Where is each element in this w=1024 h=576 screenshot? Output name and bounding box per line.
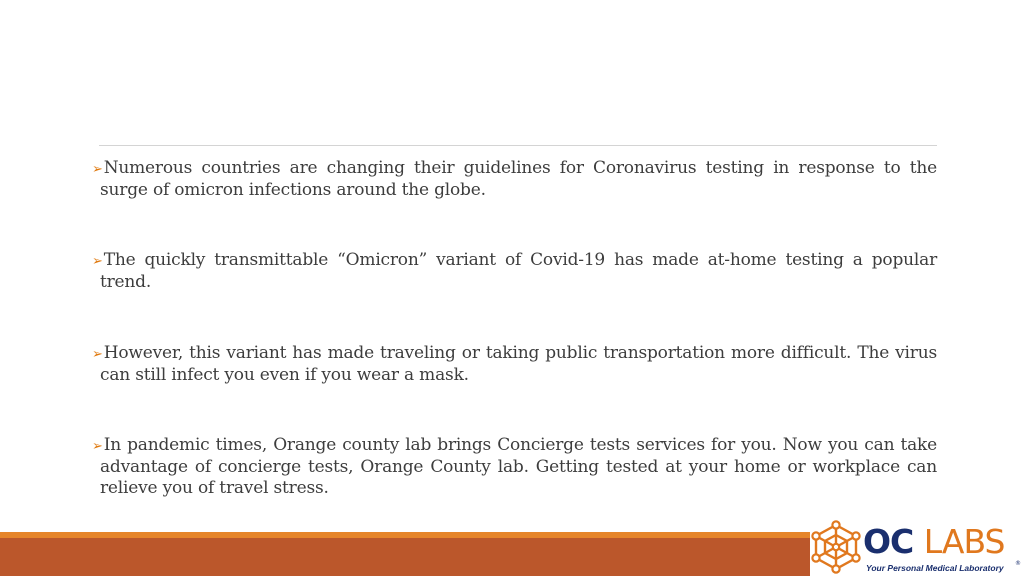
bullet-text: In pandemic times, Orange county lab brings Concierge tests services for you. Now you can take advantage of concierge tests, Orange County lab. Getting tested at your home or workplace can relieve you of travel stress. [100, 435, 937, 498]
arrow-bullet-icon: ➢ [92, 162, 103, 177]
logo-labs-text: LABS [923, 522, 1005, 561]
header-divider [99, 145, 937, 146]
arrow-bullet-icon: ➢ [92, 439, 103, 454]
logo-oc-text: OC [863, 522, 914, 561]
oc-labs-logo [811, 518, 1024, 576]
bullet-text: The quickly transmittable “Omicron” variant of Covid-19 has made at-home testing a popular trend. [100, 250, 937, 292]
arrow-bullet-icon: ➢ [92, 254, 103, 269]
arrow-bullet-icon: ➢ [92, 347, 103, 362]
logo-tagline: Your Personal Medical Laboratory [866, 563, 1004, 573]
bullet-item [92, 250, 937, 293]
molecule-icon [811, 520, 861, 574]
bullet-item [92, 435, 937, 499]
bullet-item [92, 343, 937, 386]
registered-mark: ® [1015, 560, 1021, 567]
logo-wordmark [863, 524, 1005, 560]
bullet-item [92, 158, 937, 201]
footer-band [0, 538, 810, 576]
bullet-text: However, this variant has made traveling or taking public transportation more difficult. The virus can still infect you even if you wear a mask. [100, 343, 937, 385]
bullet-text: Numerous countries are changing their guidelines for Coronavirus testing in response to the surge of omicron infections around the globe. [100, 158, 937, 200]
